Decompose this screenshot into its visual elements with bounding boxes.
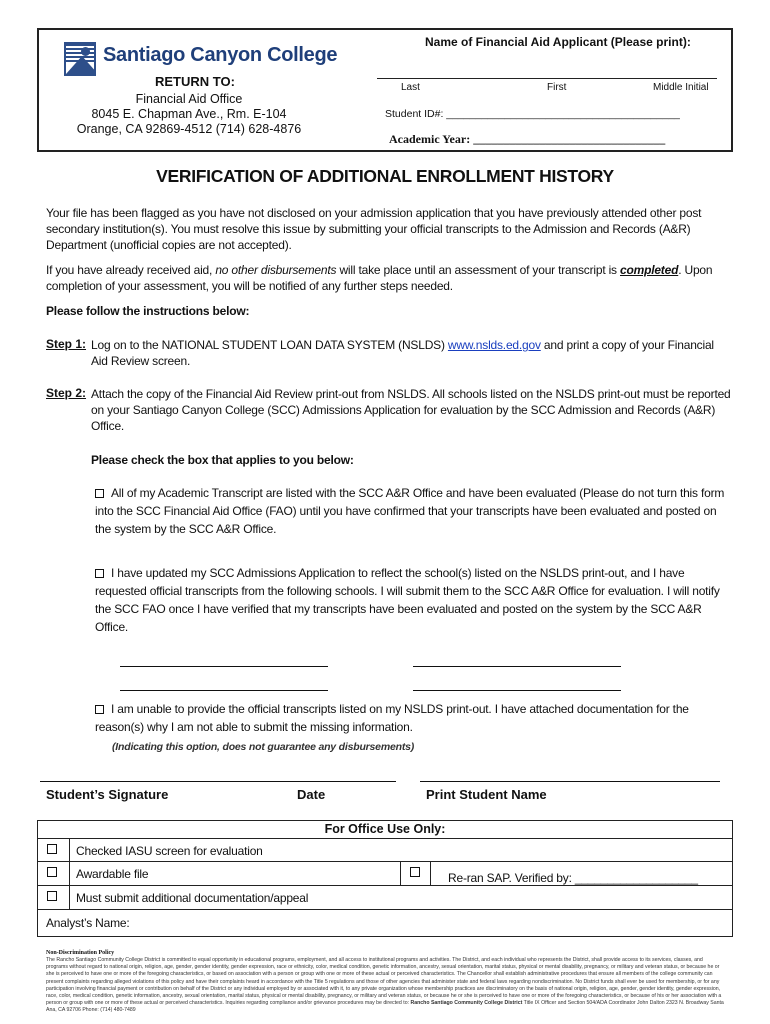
option-unable: I am unable to provide the official transcripts listed on my NSLDS print-out. I have attached documentation for the reason(s) why I am not able to submit the missing information. (95, 702, 689, 734)
office-row-documentation: Must submit additional documentation/appeal (38, 885, 732, 909)
policy-title: Non-Discrimination Policy (46, 950, 115, 956)
office-row-iasu: Checked IASU screen for evaluation (38, 838, 732, 861)
instructions-heading: Please follow the instructions below: (46, 304, 250, 318)
office-row-awardable: Awardable file Re-ran SAP. Verified by: ___________________ (38, 861, 732, 885)
option-unable-checkbox[interactable] (95, 705, 104, 714)
analyst-name-field[interactable]: Analyst’s Name: (46, 916, 130, 930)
header-box (37, 28, 733, 152)
applicant-name-field[interactable] (377, 78, 717, 79)
option-unable-note: (Indicating this option, does not guarantee any disbursements) (112, 741, 415, 753)
office-city-phone: Orange, CA 92869-4512 (714) 628-4876 (76, 122, 302, 136)
office-row-analyst (38, 909, 732, 937)
step2-label: Step 2: (46, 386, 87, 400)
applicant-name-label: Name of Financial Aid Applicant (Please print): (425, 35, 691, 49)
office-use-table (37, 820, 733, 937)
disbursement-paragraph: If you have already received aid, no other disbursements will take place until an assessment of your transcript is completed. Upon completion of your assessment, you will be notified of any further steps needed. (46, 263, 713, 293)
option-evaluated: All of my Academic Transcript are listed with the SCC A&R Office and have been evaluated (Please do not turn this form into the SCC Financial Aid Office (FAO) until you have confirmed that your transcripts have been evaluated and posted on the system by the SCC A&R Office. (95, 486, 725, 536)
step1-label: Step 1: (46, 337, 87, 351)
office-name: Financial Aid Office (135, 92, 243, 106)
policy-text: The Rancho Santiago Community College District is committed to equal opportunity in educational programs, employment, and all access to institutional programs and activities. The District, and each individual who represents the District, shall provide access to its services, classes, and programs without regard to national origin, religion, age, gender, gender identity, gender expression, race or ethnicity, color, medical condition, genetic information, ancestry, sexual orientation, marital status, physical or mental disability, pregnancy, or military and veteran status, or because he or she is perceived to have one or more of the foregoing characteristics, or based on association with a person or group with one or more of these actual or perceived characteristics. The Chancellor shall establish administrative procedures that ensure all members of the college community can present complaints regarding alleged violations of this policy and have their complaints heard in accordance with the Title 5 regulations and those of other agencies that administer state and federal laws regarding nondiscrimination. No District funds shall ever be used for membership, or for any participation involving financial payment or contribution on behalf of the District or any individual employed by or associated with it, to any private organization whose membership practices are discriminatory on the basis of national origin, religion, age, gender, gender identity, gender expression, race, color, medical condition, genetic information, ancestry, sexual orientation, marital status, physical or mental disability, pregnancy, or military and veteran status, or because he or she is perceived to have one or more of the foregoing characteristics, or because of his or her association with a person or group with one or more of these actual or perceived characteristics. Inquiries regarding compliance and/or grievance procedures may be directed to: Rancho Santiago Community College District Title IX Officer and Section 504/ADA Coordinator John Dalton 2323 N. Broadway Santa Ana, CA 92706 Phone: (714) 480-7489 (46, 957, 724, 1014)
awardable-checkbox[interactable] (47, 867, 57, 877)
check-heading: Please check the box that applies to you below: (91, 453, 354, 467)
document-title: VERIFICATION OF ADDITIONAL ENROLLMENT HISTORY (156, 166, 614, 186)
reran-sap-field[interactable]: Re-ran SAP. Verified by: ___________________ (448, 871, 698, 885)
print-name-label: Print Student Name (426, 787, 547, 802)
middle-initial-label: Middle Initial (653, 82, 709, 93)
school-line-3[interactable] (120, 690, 328, 691)
option-evaluated-checkbox[interactable] (95, 489, 104, 498)
college-name: Santiago Canyon College (103, 44, 338, 66)
school-line-4[interactable] (413, 690, 621, 691)
student-signature-label: Student’s Signature (46, 787, 169, 802)
last-name-label: Last (401, 82, 420, 93)
date-label: Date (297, 787, 326, 802)
intro-paragraph: Your file has been flagged as you have not disclosed on your admission application that you have previously attended other post secondary institution(s). You must resolve this issue by submitting your official transcripts to the Admission and Records (A&R) Department (unofficial copies are not accepted). (46, 206, 702, 252)
step2-text: Attach the copy of the Financial Aid Review print-out from NSLDS. All schools listed on the NSLDS print-out must be reported on your Santiago Canyon College (SCC) Admissions Application for evaluation by the SCC Admission and Records (A&R) Office. (91, 387, 731, 433)
office-address: 8045 E. Chapman Ave., Rm. E-104 (91, 107, 287, 121)
print-name-line[interactable] (420, 781, 720, 782)
reran-sap-checkbox[interactable] (410, 867, 420, 877)
student-id-field[interactable]: Student ID#: ________________________________________ (385, 108, 680, 120)
nslds-link[interactable]: www.nslds.ed.gov (447, 338, 541, 352)
signature-date-line[interactable] (40, 781, 396, 782)
first-name-label: First (547, 82, 567, 93)
option-updated-checkbox[interactable] (95, 569, 104, 578)
step1-text: Log on to the NATIONAL STUDENT LOAN DATA SYSTEM (NSLDS) www.nslds.ed.gov and print a copy of your Financial Aid Review screen. (91, 338, 714, 368)
documentation-checkbox[interactable] (47, 891, 57, 901)
college-logo-icon (64, 42, 96, 76)
academic-year-field[interactable]: Academic Year: ________________________________ (389, 132, 666, 146)
school-line-2[interactable] (413, 666, 621, 667)
return-to-label: RETURN TO: (155, 74, 235, 89)
iasu-checkbox[interactable] (47, 844, 57, 854)
office-use-title: For Office Use Only: (324, 822, 446, 836)
school-line-1[interactable] (120, 666, 328, 667)
option-updated-application: I have updated my SCC Admissions Application to reflect the school(s) listed on the NSLDS print-out, and I have requested official transcripts from the following schools. I will submit them to the SCC A&R Office for evaluation. I will notify the SCC FAO once I have verified that my transcripts have been evaluated and posted on the system by the SCC A&R Office. (95, 566, 720, 634)
